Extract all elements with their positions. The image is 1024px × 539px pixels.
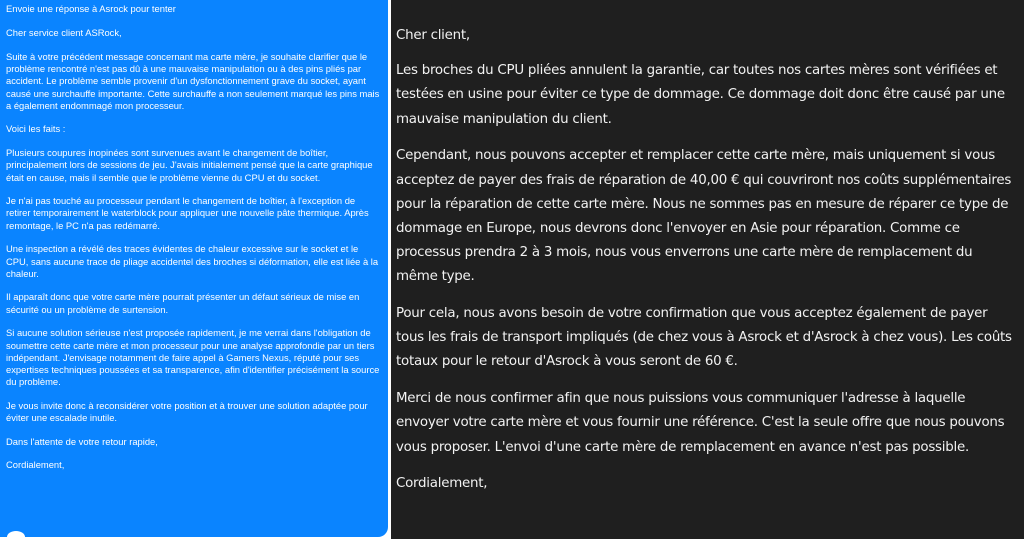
reply-paragraph: Merci de nous confirmer afin que nous puissions vous communiquer l'adresse à laquelle envoyer votre carte mère et vous fournir une référence. C'est la seule offre que nous pouvons vous proposer. L'envoi d'une carte mère de remplacement en avance n'est pas possible. bbox=[396, 391, 1005, 455]
message-intro: Envoie une réponse à Asrock pour tenter bbox=[6, 3, 176, 14]
message-paragraph: Plusieurs coupures inopinées sont survenues avant le changement de boîtier, principalement lors de sessions de jeu. J'avais initialement pensé que la carte graphique était en cause, mais il semble que le problème vienne du CPU et du socket. bbox=[6, 147, 373, 183]
message-paragraph: Je n'ai pas touché au processeur pendant le changement de boîtier, à l'exception de retirer temporairement le waterblock pour appliquer une nouvelle pâte thermique. Après remontage, le PC n'a pas redémarré. bbox=[6, 195, 369, 231]
message-paragraph: Si aucune solution sérieuse n'est proposée rapidement, je me verrai dans l'obligation de soumettre cette carte mère et mon processeur pour une analyse approfondie par un tiers indépendant. J'envisage notamment de faire appel à Gamers Nexus, réputé pour ses expertises techniques poussées et sa transparence, afin d'identifier précisément la source du problème. bbox=[6, 327, 380, 388]
message-paragraph: Dans l'attente de votre retour rapide, bbox=[6, 435, 158, 447]
message-paragraph: Suite à votre précédent message concernant ma carte mère, je souhaite clarifier que le problème rencontré n'est pas dû à une mauvaise manipulation ou à des pins pliés par accident. Le problème semble provenir d'un dysfonctionnement grave du socket, ayant causé une surchauffe importante. Cette surchauffe a non seulement marqué les pins mais a également endommagé mon processeur. bbox=[6, 50, 380, 111]
reply-signoff: Cordialement, bbox=[396, 476, 488, 492]
reply-paragraph: Les broches du CPU pliées annulent la garantie, car toutes nos cartes mères sont vérifiées et testées en usine pour éviter ce type de dommage. Ce dommage doit donc être causé par une mauvaise manipulation du client. bbox=[396, 63, 1005, 127]
reply-paragraph: Pour cela, nous avons besoin de votre confirmation que vous acceptez également de payer tous les frais de transport impliqués (de chez vous à Asrock et d'Asrock à chez vous). Les coûts totaux pour le retour d'Asrock à vous seront de 60 €. bbox=[396, 306, 1012, 370]
message-paragraph: Il apparaît donc que votre carte mère pourrait présenter un défaut sérieux de mise en sécurité ou un problème de surtension. bbox=[6, 291, 360, 315]
message-paragraph: Je vous invite donc à reconsidérer votre position et à trouver une solution adaptée pour éviter une escalade inutile. bbox=[6, 399, 368, 424]
asrock-reply-panel bbox=[391, 0, 1024, 539]
user-message-bubble bbox=[0, 0, 388, 537]
message-paragraph: Cordialement, bbox=[6, 459, 65, 471]
bubble-corner-icon bbox=[7, 531, 25, 537]
reply-paragraph: Cependant, nous pouvons accepter et remplacer cette carte mère, mais uniquement si vous acceptez de payer des frais de réparation de 40,00 € qui couvriront nos coûts supplémentaires pour la réparation de cette carte mère. Nous ne sommes pas en mesure de réparer ce type de dommage en Europe, nous devrons donc l'envoyer en Asie pour réparation. Comme ce processus prendra 2 à 3 mois, nous vous enverrons une carte mère de remplacement du même type. bbox=[396, 148, 1012, 285]
message-paragraph: Une inspection a révélé des traces évidentes de chaleur excessive sur le socket et le CPU, sans aucune trace de pliage accidentel des broches si déformation, elle est liée à la chaleur. bbox=[6, 243, 379, 279]
message-paragraph: Voici les faits : bbox=[6, 123, 66, 135]
reply-greeting: Cher client, bbox=[396, 28, 470, 43]
message-paragraph: Cher service client ASRock, bbox=[6, 27, 122, 39]
